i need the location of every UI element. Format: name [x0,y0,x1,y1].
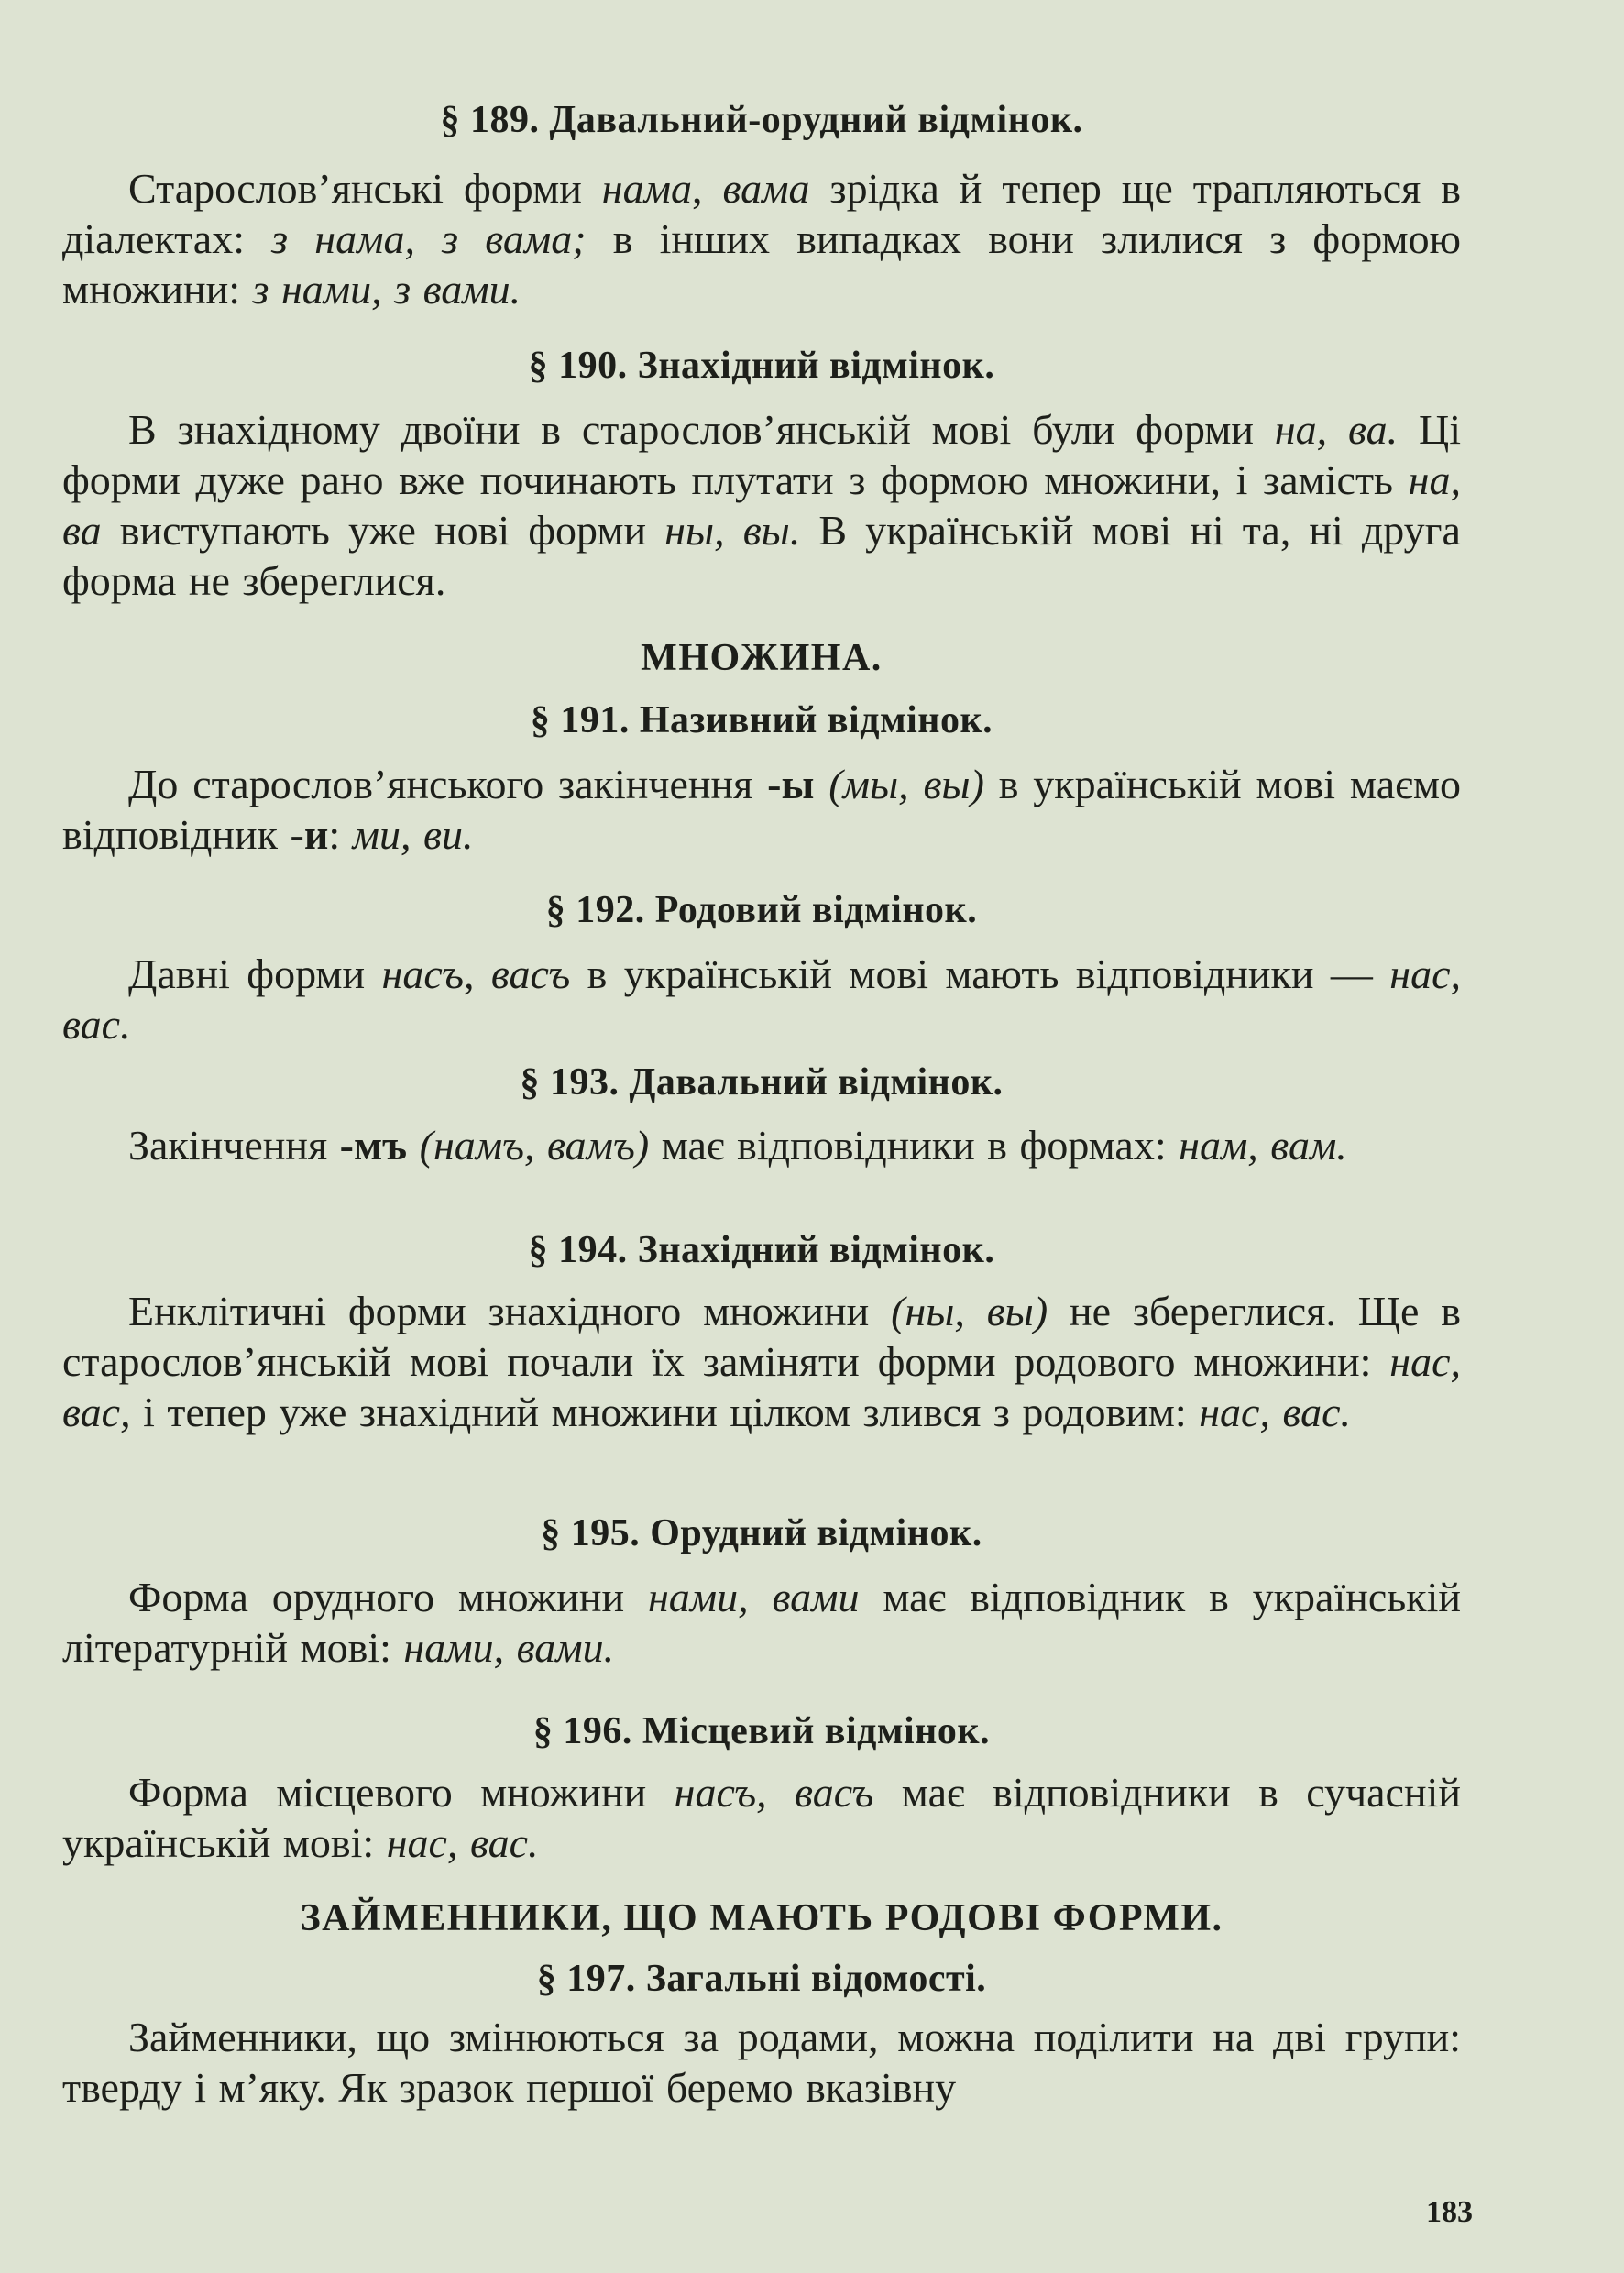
italic-example: нас, вас, [62,1338,1461,1435]
text-run: Форма орудного множини [128,1574,648,1620]
section-heading-191: § 191. Називний відмінок. [530,699,993,741]
italic-example: ны, вы. [664,507,801,554]
paragraph-195 [62,1572,1461,1673]
bold-ending: -ы [767,761,815,807]
italic-example: насъ, васъ [674,1769,874,1816]
chapter-heading-pronouns: ЗАЙМЕННИКИ, ЩО МАЮТЬ РОДОВІ ФОРМИ. [300,1897,1223,1939]
italic-example: вама [722,165,810,212]
paragraph-197 [62,2012,1461,2113]
text-run: Закінчення [128,1122,340,1169]
italic-example: нам, вам. [1179,1122,1347,1169]
paragraph-194 [62,1286,1461,1437]
text-run: має відповідники в сучасній українській мові: [62,1769,1461,1866]
text-run: Форма місцевого множини [128,1769,675,1816]
paragraph-190 [62,404,1461,606]
section-heading-192: § 192. Родовий відмінок. [545,889,978,931]
chapter-heading-plural: МНОЖИНА. [641,637,883,679]
text-run: Давні форми [128,950,382,997]
text-run: , [691,165,723,212]
italic-example: нас, вас. [1199,1389,1352,1435]
text-run: зрідка й тепер ще трапляються в діалектах: [62,165,1461,262]
italic-example: з нами, з вами. [252,266,521,313]
section-heading-193: § 193. Давальний відмінок. [520,1061,1004,1104]
italic-example: (ны, вы) [891,1288,1048,1334]
italic-example: нас, вас. [386,1819,539,1866]
section-heading-196: § 196. Місцевий відмінок. [532,1710,991,1752]
bold-ending: -мъ [339,1122,408,1169]
section-heading-197: § 197. Загальні відомості. [536,1958,987,2000]
italic-example: нама [601,165,692,212]
section-heading-194: § 194. Знахідний відмінок. [528,1229,995,1271]
section-heading-195: § 195. Орудний відмінок. [541,1512,982,1554]
italic-example: (мы, вы) [828,761,984,807]
text-run [407,1122,420,1169]
text-run: в українській мові маємо відповідник [62,761,1461,858]
text-run: в інших випадках вони злилися з формою множини: [62,215,1462,313]
text-run: : [328,811,353,858]
italic-example: на, ва. [1274,406,1399,453]
italic-example: на, ва [62,456,1461,554]
text-run: Енклітичні форми знахідного множини [128,1288,892,1334]
text-run: В знахідному двоїни в старослов’янській мові були форми [128,406,1275,453]
text-run: В українській мові ні та, ні друга форма не збереглися. [62,507,1461,604]
text-run: і тепер уже знахідний множини цілком злився з родовим: [130,1389,1200,1435]
italic-example: (намъ, вамъ) [419,1122,650,1169]
text-run: не збереглися. Ще в старослов’янській мові почали їх заміняти форми родового множини: [62,1288,1461,1385]
paragraph-196 [62,1767,1461,1868]
italic-example: ми, ви. [352,811,474,858]
text-run: До старослов’янського закінчення [128,761,768,807]
bold-ending: -и [290,811,329,858]
text-run: Ці форми дуже рано вже починають плутати з формою множини, і замість [62,406,1461,503]
paragraph-191 [62,759,1461,860]
paragraph-189 [62,163,1461,314]
italic-example: з нама, з вама; [271,215,587,262]
italic-example: нами, вами. [403,1624,615,1671]
section-heading-190: § 190. Знахідний відмінок. [528,345,995,387]
paragraph-193 [62,1120,1461,1170]
italic-example: нами, вами [647,1574,860,1620]
text-run: Займенники, що змінюються за родами, можна поділити на дві групи: тверду і м’яку. Як зразок першої беремо вказівну [62,2014,1461,2111]
text-run: в українській мові мають відповідники — [570,950,1390,997]
text-run [814,761,828,807]
italic-example: насъ, васъ [381,950,571,997]
text-run: виступають уже нові форми [101,507,665,554]
italic-example: нас, вас. [62,950,1461,1048]
text-run: має відповідники в формах: [649,1122,1180,1169]
text-run: має відповідник в українській літературній мові: [62,1574,1461,1671]
text-run: Старослов’янські форми [128,165,602,212]
section-heading-189: § 189. Давальний-орудний відмінок. [440,99,1083,141]
paragraph-192 [62,949,1461,1049]
page-number: 183 [1426,2195,1473,2229]
